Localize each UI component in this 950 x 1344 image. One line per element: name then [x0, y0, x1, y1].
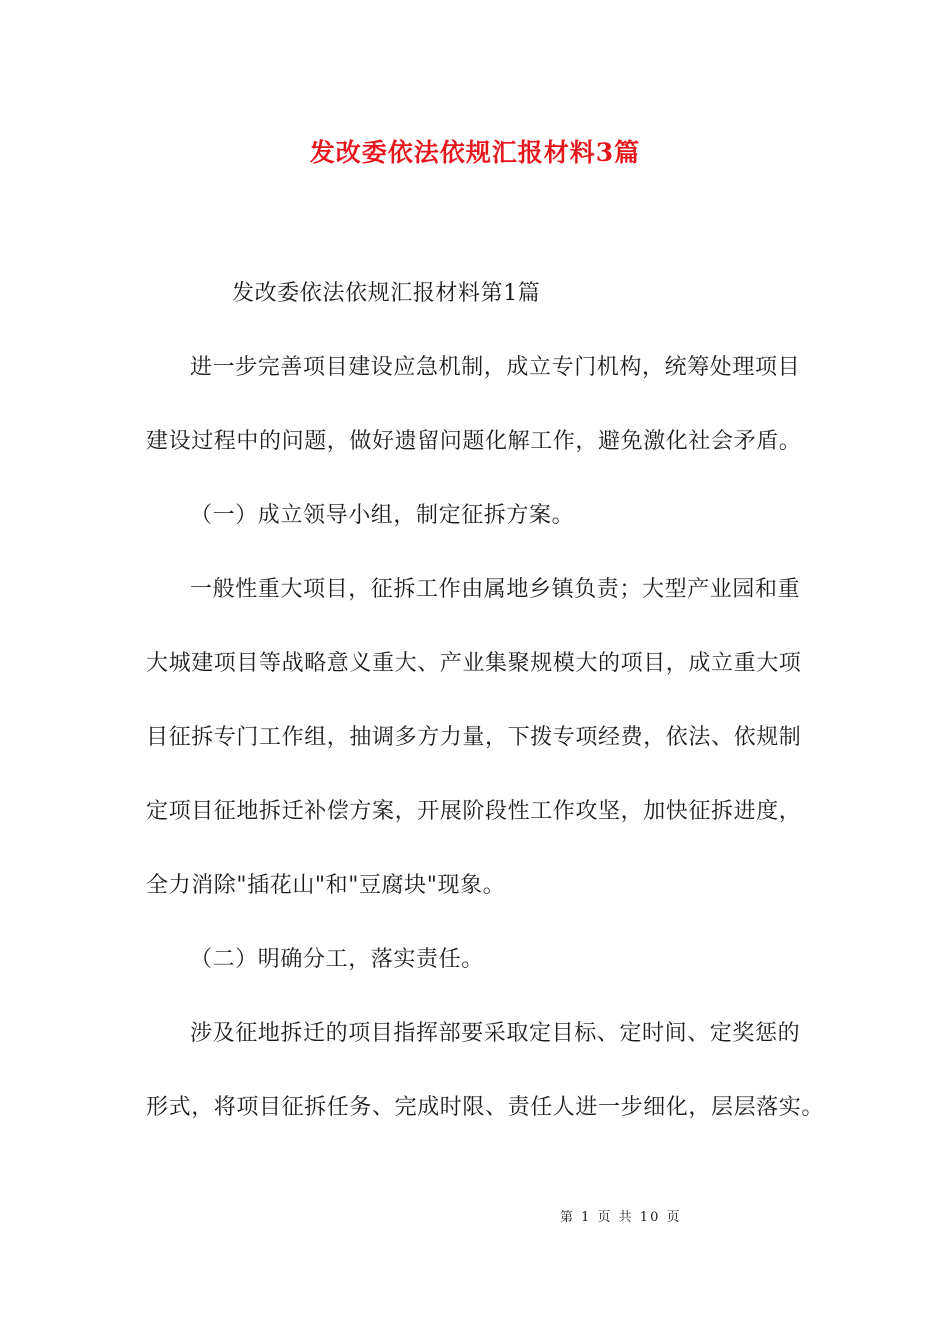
paragraph-line: 建设过程中的问题，做好遗留问题化解工作，避免激化社会矛盾。 — [146, 429, 802, 454]
paragraph-line: 进一步完善项目建设应急机制，成立专门机构，统筹处理项目 — [190, 355, 801, 380]
paragraph-line: 形式，将项目征拆任务、完成时限、责任人进一步细化，层层落实。 — [146, 1095, 825, 1120]
section-heading: 发改委依法依规汇报材料第1篇 — [232, 281, 541, 306]
subsection-heading: （一）成立领导小组，制定征拆方案。 — [190, 503, 575, 528]
paragraph-line: 定项目征地拆迁补偿方案，开展阶段性工作攻坚，加快征拆进度， — [146, 799, 802, 824]
paragraph-line: 目征拆专门工作组，抽调多方力量，下拨专项经费，依法、依规制 — [146, 725, 802, 750]
document-title: 发改委依法依规汇报材料3篇 — [309, 138, 641, 167]
paragraph-line: 一般性重大项目，征拆工作由属地乡镇负责；大型产业园和重 — [190, 577, 801, 602]
paragraph-line: 涉及征地拆迁的项目指挥部要采取定目标、定时间、定奖惩的 — [190, 1021, 801, 1046]
paragraph-line: 大城建项目等战略意义重大、产业集聚规模大的项目，成立重大项 — [146, 651, 802, 676]
paragraph-line: 全力消除"插花山"和"豆腐块"现象。 — [146, 873, 506, 898]
subsection-heading: （二）明确分工，落实责任。 — [190, 947, 484, 972]
page-number-footer: 第 1 页 共 10 页 — [560, 1210, 682, 1225]
